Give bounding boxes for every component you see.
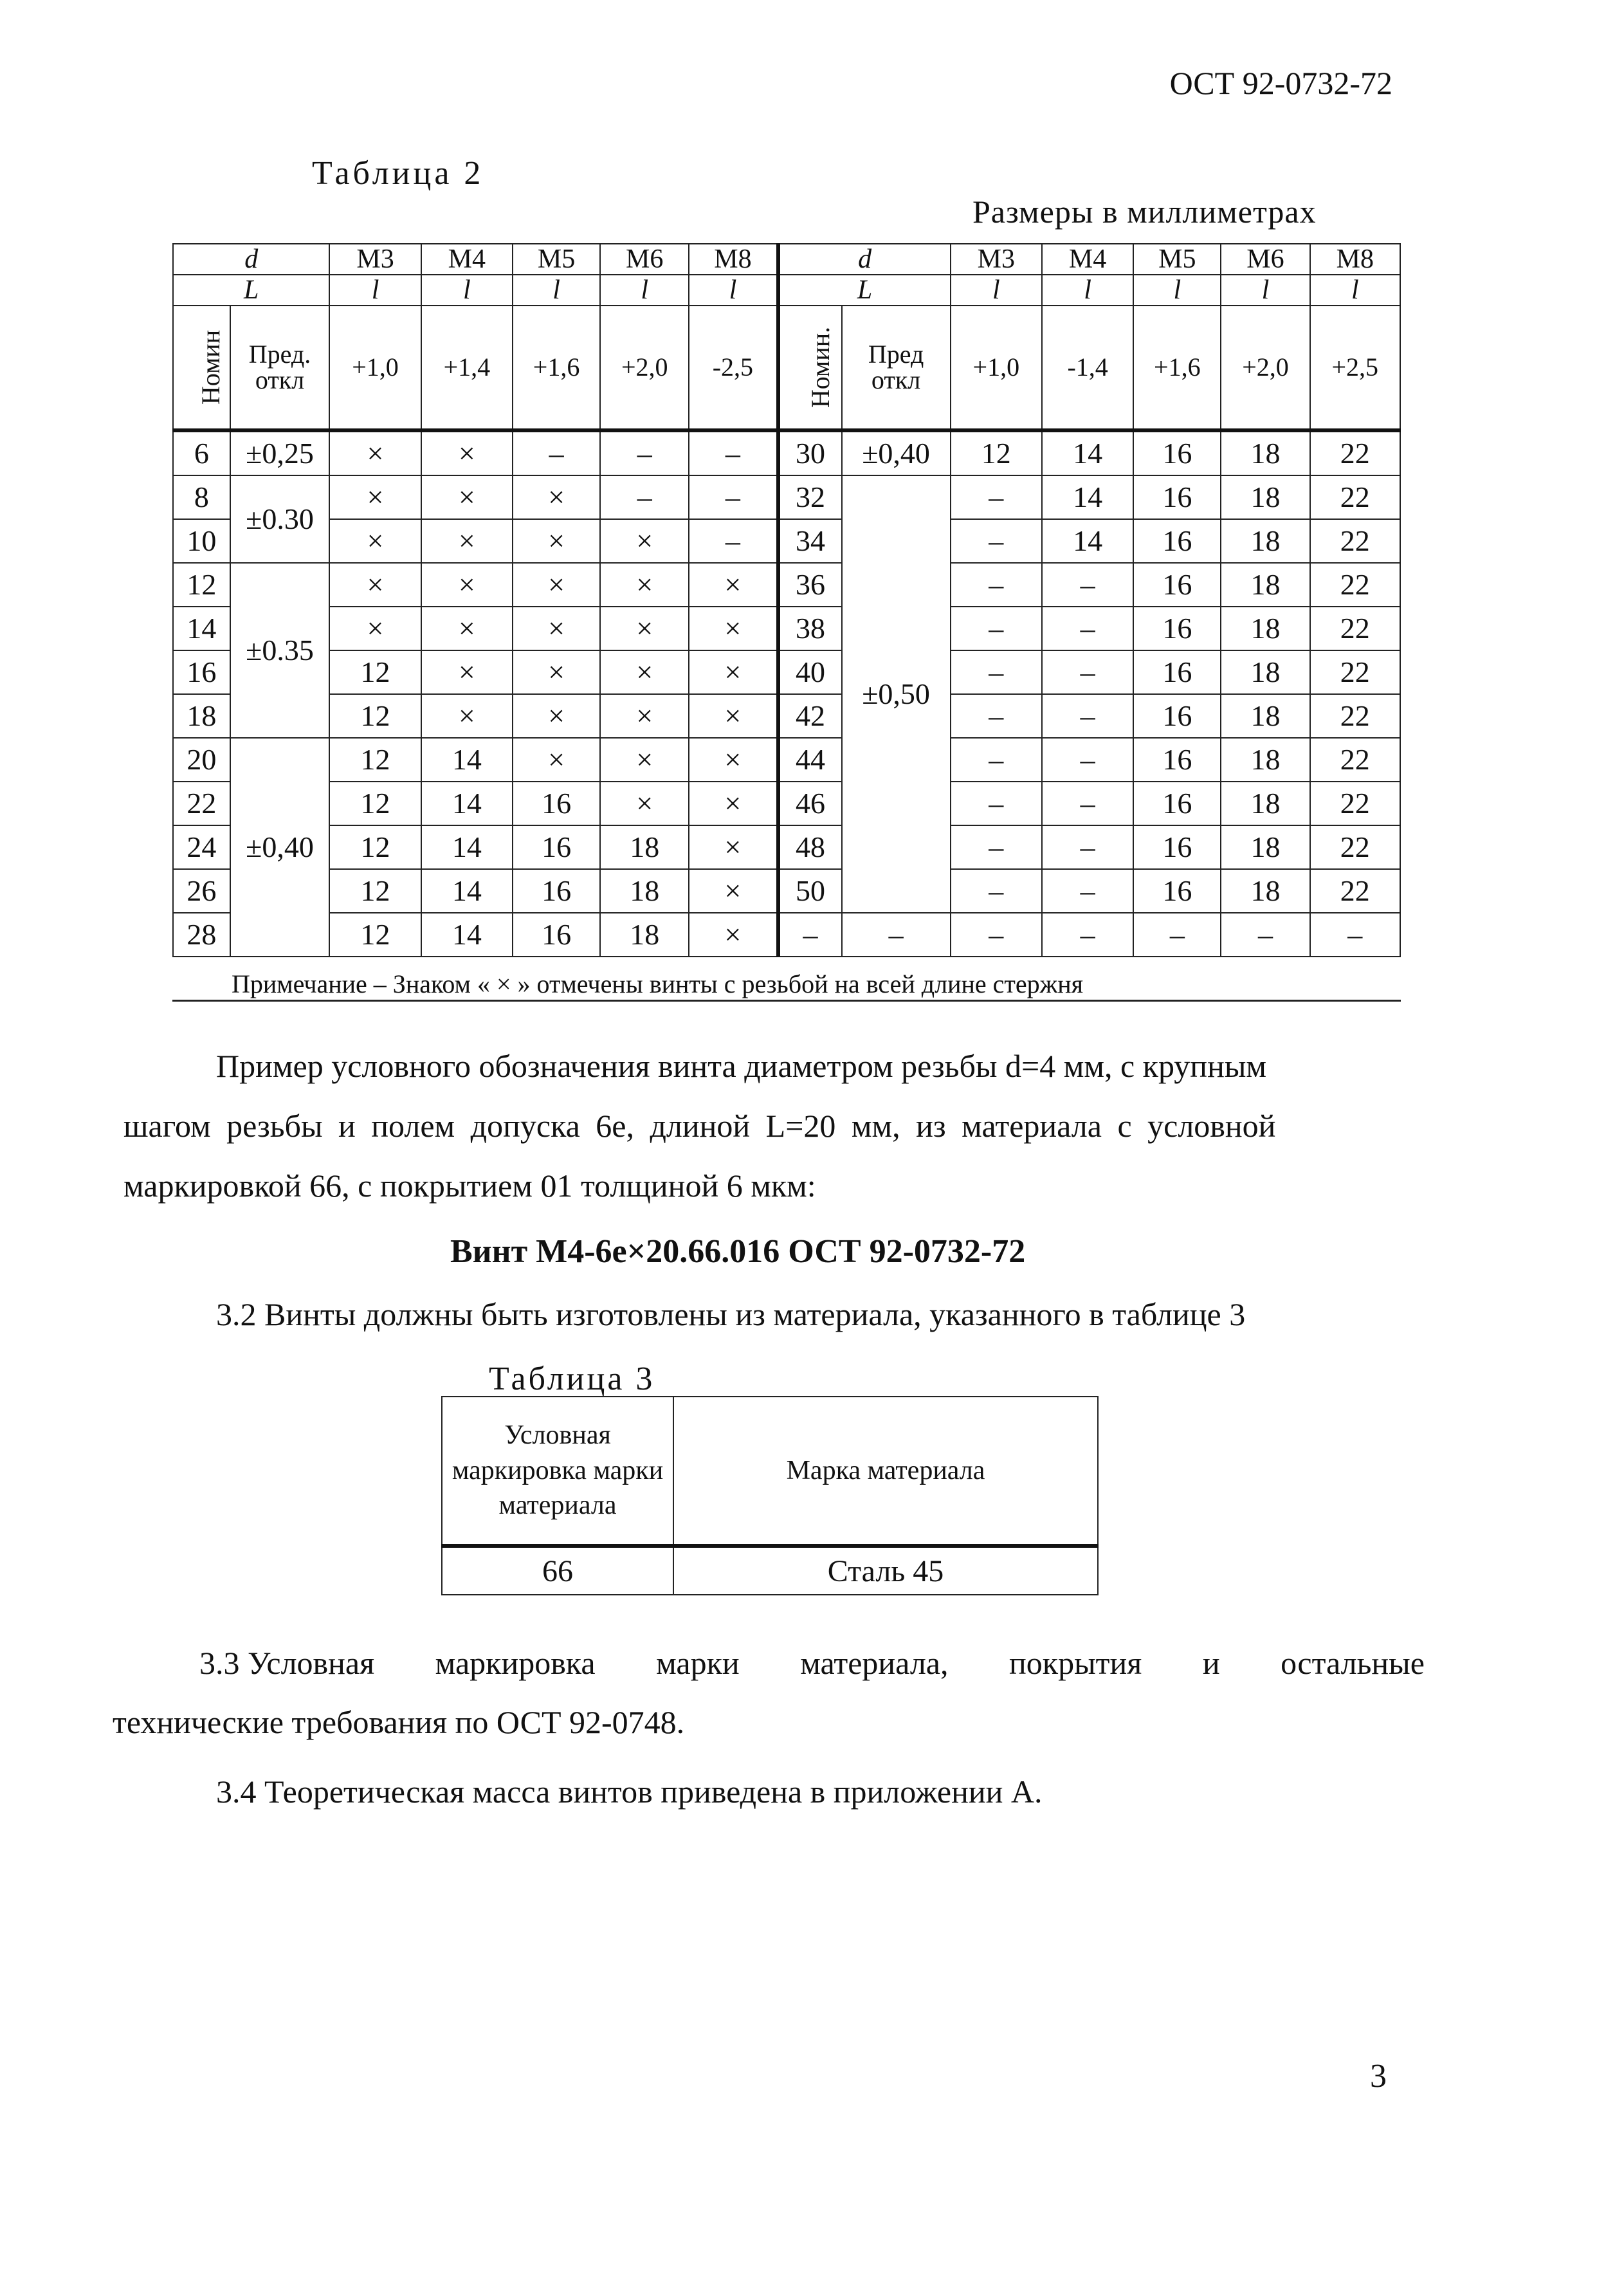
cell-value: 22 (1310, 694, 1400, 738)
cell-value: × (689, 825, 778, 869)
cell-value: 18 (1221, 694, 1309, 738)
cell-length: 12 (173, 563, 230, 607)
cell-value: 18 (1221, 519, 1309, 563)
word: 3.3 Условная (199, 1645, 375, 1681)
paragraph-example-2: шагом резьбы и полем допуска 6e, длиной L=20 мм, из материала с условной (123, 1108, 1276, 1144)
cell-value: – (1310, 913, 1400, 957)
table-row (173, 694, 1400, 738)
cell-value: 22 (1310, 782, 1400, 825)
header-l: l (600, 275, 689, 306)
cell-value: 16 (513, 782, 600, 825)
document-code: ОСТ 92-0732-72 (1169, 65, 1392, 101)
header-d: d (173, 244, 329, 275)
header-size: М4 (421, 244, 513, 275)
cell-value: – (1042, 607, 1133, 650)
table3-cell-code: 66 (442, 1546, 673, 1595)
cell-length: 46 (778, 782, 842, 825)
cell-value: 16 (513, 913, 600, 957)
cell-value: × (689, 563, 778, 607)
cell-value: × (513, 694, 600, 738)
header-l: l (689, 275, 778, 306)
cell-deviation: ±0.35 (230, 563, 330, 738)
header-size: М4 (1042, 244, 1133, 275)
cell-value: × (513, 738, 600, 782)
cell-value: 16 (1133, 563, 1221, 607)
cell-value: 12 (329, 738, 421, 782)
cell-value: 14 (421, 913, 513, 957)
cell-length: 16 (173, 650, 230, 694)
cell-value: 18 (600, 825, 689, 869)
cell-value: × (600, 738, 689, 782)
cell-value: × (513, 650, 600, 694)
table-row (173, 738, 1400, 782)
cell-value: – (951, 738, 1042, 782)
header-L: L (778, 275, 951, 306)
header-nomin (778, 306, 842, 430)
cell-value: × (600, 563, 689, 607)
cell-value: 12 (329, 782, 421, 825)
cell-value: – (600, 430, 689, 475)
table3 (441, 1396, 1099, 1595)
cell-value: × (421, 650, 513, 694)
designation-example: Винт М4-6е×20.66.016 ОСТ 92-0732-72 (450, 1233, 1026, 1270)
cell-value: 14 (1042, 519, 1133, 563)
word: покрытия (1009, 1645, 1142, 1681)
cell-value: – (951, 475, 1042, 519)
cell-length: 28 (173, 913, 230, 957)
cell-value: × (513, 563, 600, 607)
header-l: l (1133, 275, 1221, 306)
cell-value: × (329, 430, 421, 475)
cell-value: 22 (1310, 738, 1400, 782)
word: марки (656, 1645, 740, 1681)
paragraph-3-3-line1 (199, 1647, 1425, 1679)
cell-value: – (1042, 782, 1133, 825)
cell-value: 18 (600, 913, 689, 957)
header-tolerance: +1,6 (1133, 306, 1221, 430)
header-L: L (173, 275, 329, 306)
cell-value: 14 (1042, 475, 1133, 519)
paragraph-3-3-line2: технические требования по ОСТ 92-0748. (113, 1704, 685, 1740)
header-l: l (329, 275, 421, 306)
cell-value: 18 (1221, 475, 1309, 519)
cell-value: 14 (421, 782, 513, 825)
cell-value: – (689, 475, 778, 519)
cell-value: × (689, 913, 778, 957)
cell-value: – (600, 475, 689, 519)
cell-value: – (1042, 913, 1133, 957)
cell-value: 12 (951, 430, 1042, 475)
cell-length: 24 (173, 825, 230, 869)
cell-value: × (600, 650, 689, 694)
table-row (173, 519, 1400, 563)
cell-length: 14 (173, 607, 230, 650)
cell-length: 32 (778, 475, 842, 519)
cell-value: 16 (1133, 519, 1221, 563)
table-row (173, 869, 1400, 913)
cell-value: × (600, 782, 689, 825)
cell-deviation: ±0,40 (842, 430, 951, 475)
cell-value: – (1042, 650, 1133, 694)
cell-value: 18 (1221, 650, 1309, 694)
header-size: М8 (1310, 244, 1400, 275)
cell-value: × (689, 650, 778, 694)
header-tolerance: +1,0 (329, 306, 421, 430)
cell-value: × (513, 607, 600, 650)
cell-value: – (951, 694, 1042, 738)
table3-header-code: Условная маркировка марки материала (442, 1397, 673, 1546)
cell-deviation: ±0,25 (230, 430, 330, 475)
cell-value: 12 (329, 825, 421, 869)
cell-value: 12 (329, 869, 421, 913)
table-row (173, 913, 1400, 957)
cell-value: × (421, 475, 513, 519)
table2-units: Размеры в миллиметрах (972, 194, 1317, 230)
header-tolerance: +1,6 (513, 306, 600, 430)
cell-value: – (1042, 825, 1133, 869)
paragraph-3-4: 3.4 Теоретическая масса винтов приведена в приложении А. (216, 1774, 1043, 1810)
header-tolerance: -2,5 (689, 306, 778, 430)
word: материала, (800, 1645, 949, 1681)
cell-value: 18 (1221, 825, 1309, 869)
cell-value: × (421, 519, 513, 563)
header-tolerance: +2,0 (600, 306, 689, 430)
cell-value: – (951, 913, 1042, 957)
cell-deviation: ±0,40 (230, 738, 330, 957)
cell-length: 36 (778, 563, 842, 607)
cell-length: 38 (778, 607, 842, 650)
cell-value: 22 (1310, 475, 1400, 519)
table2-caption: Таблица 2 (312, 155, 484, 192)
cell-value: 16 (1133, 825, 1221, 869)
header-size: М6 (600, 244, 689, 275)
table-row (173, 650, 1400, 694)
cell-value: 22 (1310, 563, 1400, 607)
cell-value: × (600, 694, 689, 738)
cell-value: 22 (1310, 519, 1400, 563)
cell-value: 12 (329, 650, 421, 694)
cell-value: 22 (1310, 869, 1400, 913)
word: и (1202, 1645, 1220, 1681)
header-l: l (1221, 275, 1309, 306)
cell-value: – (951, 869, 1042, 913)
header-size: М3 (329, 244, 421, 275)
header-size: М3 (951, 244, 1042, 275)
cell-value: 22 (1310, 650, 1400, 694)
header-tolerance: +1,0 (951, 306, 1042, 430)
cell-value: 14 (421, 825, 513, 869)
cell-value: × (689, 607, 778, 650)
cell-value: – (1133, 913, 1221, 957)
cell-value: × (329, 563, 421, 607)
cell-deviation: ±0.30 (230, 475, 330, 563)
cell-value: 16 (1133, 869, 1221, 913)
cell-value: 16 (1133, 782, 1221, 825)
cell-value: × (329, 607, 421, 650)
note-rule (172, 1000, 1401, 1002)
word: маркировка (435, 1645, 596, 1681)
cell-value: – (1042, 694, 1133, 738)
cell-value: × (329, 519, 421, 563)
paragraph-example-3: маркировкой 66, с покрытием 01 толщиной 6 мкм: (123, 1168, 816, 1204)
table-row (173, 782, 1400, 825)
cell-value: 18 (1221, 607, 1309, 650)
table3-cell-material: Сталь 45 (673, 1546, 1098, 1595)
cell-value: – (689, 430, 778, 475)
cell-length: – (778, 913, 842, 957)
cell-value: 16 (1133, 738, 1221, 782)
cell-value: × (329, 475, 421, 519)
table3-header-material: Марка материала (673, 1397, 1098, 1546)
cell-length: 42 (778, 694, 842, 738)
cell-value: × (689, 694, 778, 738)
header-pred: Пред. откл (230, 306, 330, 430)
table2 (172, 243, 1401, 957)
cell-value: 16 (513, 825, 600, 869)
cell-value: 12 (329, 694, 421, 738)
cell-value: 16 (1133, 430, 1221, 475)
cell-value: 22 (1310, 825, 1400, 869)
cell-value: × (421, 563, 513, 607)
paragraph-3-2: 3.2 Винты должны быть изготовлены из материала, указанного в таблице 3 (216, 1296, 1246, 1332)
header-l: l (513, 275, 600, 306)
table-row (173, 430, 1400, 475)
cell-length: 22 (173, 782, 230, 825)
cell-value: 14 (1042, 430, 1133, 475)
header-l: l (1310, 275, 1400, 306)
cell-length: 20 (173, 738, 230, 782)
cell-length: 30 (778, 430, 842, 475)
cell-value: × (689, 738, 778, 782)
cell-value: – (1042, 563, 1133, 607)
cell-value: – (951, 782, 1042, 825)
cell-length: 34 (778, 519, 842, 563)
cell-value: 14 (421, 738, 513, 782)
header-size: М5 (513, 244, 600, 275)
cell-value: 12 (329, 913, 421, 957)
cell-value: 16 (1133, 475, 1221, 519)
cell-value: – (1221, 913, 1309, 957)
cell-value: – (951, 650, 1042, 694)
cell-deviation: ±0,50 (842, 475, 951, 913)
page-number: 3 (1370, 2058, 1387, 2095)
header-tolerance: -1,4 (1042, 306, 1133, 430)
cell-value: 18 (1221, 782, 1309, 825)
header-size: М8 (689, 244, 778, 275)
cell-value: × (513, 519, 600, 563)
cell-value: × (689, 869, 778, 913)
cell-value: × (421, 607, 513, 650)
cell-value: – (951, 519, 1042, 563)
header-l: l (1042, 275, 1133, 306)
cell-value: 22 (1310, 430, 1400, 475)
cell-length: 10 (173, 519, 230, 563)
cell-value: 16 (1133, 650, 1221, 694)
cell-value: 18 (1221, 738, 1309, 782)
table-row (173, 475, 1400, 519)
cell-length: 40 (778, 650, 842, 694)
cell-value: × (421, 430, 513, 475)
cell-value: 14 (421, 869, 513, 913)
cell-value: 18 (1221, 563, 1309, 607)
header-l: l (951, 275, 1042, 306)
table-row (173, 825, 1400, 869)
cell-value: – (951, 825, 1042, 869)
cell-value: – (513, 430, 600, 475)
cell-value: × (689, 782, 778, 825)
cell-value: × (513, 475, 600, 519)
header-nomin (173, 306, 230, 430)
cell-value: – (1042, 869, 1133, 913)
cell-value: 18 (600, 869, 689, 913)
paragraph-example-1: Пример условного обозначения винта диаметром резьбы d=4 мм, с крупным (216, 1048, 1267, 1084)
cell-value: 22 (1310, 607, 1400, 650)
table-row (173, 563, 1400, 607)
cell-value: 16 (1133, 607, 1221, 650)
header-pred: Пред откл (842, 306, 951, 430)
header-tolerance: +2,5 (1310, 306, 1400, 430)
cell-length: 8 (173, 475, 230, 519)
cell-value: 18 (1221, 869, 1309, 913)
cell-length: 6 (173, 430, 230, 475)
cell-value: × (421, 694, 513, 738)
header-size: М6 (1221, 244, 1309, 275)
cell-value: – (689, 519, 778, 563)
cell-value: – (951, 607, 1042, 650)
cell-length: 44 (778, 738, 842, 782)
nomin-label: Номин (196, 329, 226, 405)
header-d: d (778, 244, 951, 275)
table-row (173, 607, 1400, 650)
cell-length: 18 (173, 694, 230, 738)
cell-length: 50 (778, 869, 842, 913)
cell-value: 18 (1221, 430, 1309, 475)
cell-value: × (600, 607, 689, 650)
header-tolerance: +2,0 (1221, 306, 1309, 430)
header-l: l (421, 275, 513, 306)
nomin-label: Номин. (805, 326, 835, 408)
header-size: М5 (1133, 244, 1221, 275)
table2-note: Примечание – Знаком « × » отмечены винты с резьбой на всей длине стержня (232, 969, 1084, 998)
cell-value: × (600, 519, 689, 563)
word: остальные (1281, 1645, 1425, 1681)
cell-value: 16 (513, 869, 600, 913)
header-tolerance: +1,4 (421, 306, 513, 430)
cell-deviation: – (842, 913, 951, 957)
cell-value: 16 (1133, 694, 1221, 738)
table3-caption: Таблица 3 (489, 1361, 655, 1397)
cell-length: 26 (173, 869, 230, 913)
cell-value: – (951, 563, 1042, 607)
cell-value: – (1042, 738, 1133, 782)
cell-length: 48 (778, 825, 842, 869)
